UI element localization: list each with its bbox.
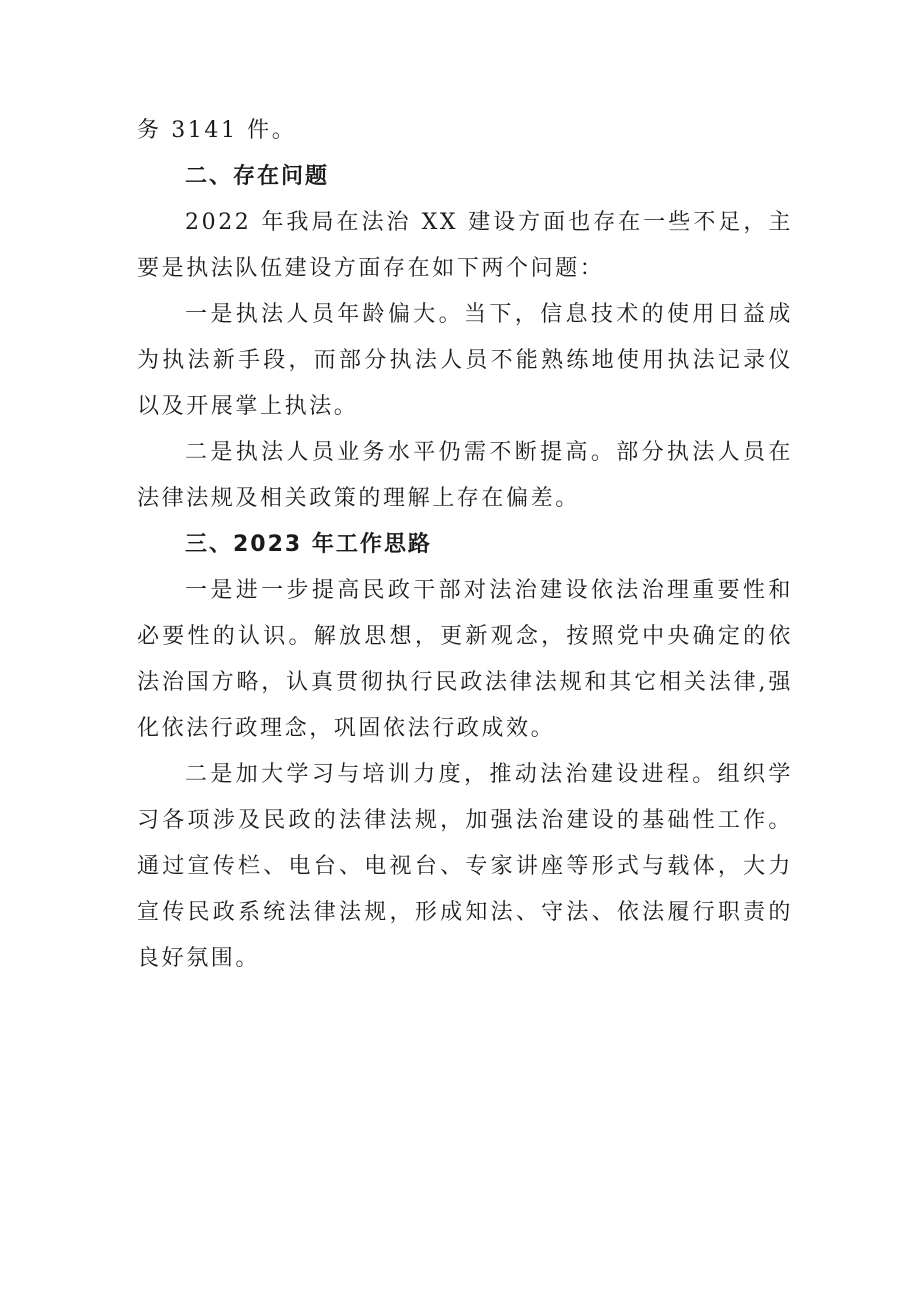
paragraph-continuation: 务 3141 件。 <box>137 118 297 143</box>
section-heading-problems: 二、存在问题 <box>185 164 330 189</box>
document-body <box>137 108 793 982</box>
paragraph-problem-two: 二是执法人员业务水平仍需不断提高。部分执法人员在法律法规及相关政策的理解上存在偏差。 <box>137 440 793 511</box>
paragraph-problems-intro: 2022 年我局在法治 XX 建设方面也存在一些不足，主要是执法队伍建设方面存在如下两个问题： <box>137 210 793 281</box>
section-heading-plan: 三、2023 年工作思路 <box>185 532 432 557</box>
paragraph-problem-one: 一是执法人员年龄偏大。当下，信息技术的使用日益成为执法新手段，而部分执法人员不能熟练地使用执法记录仪以及开展掌上执法。 <box>137 302 793 419</box>
paragraph-plan-one: 一是进一步提高民政干部对法治建设依法治理重要性和必要性的认识。解放思想，更新观念，按照党中央确定的依法治国方略，认真贯彻执行民政法律法规和其它相关法律,强化依法行政理念，巩固依法行政成效。 <box>137 578 793 741</box>
paragraph-plan-two: 二是加大学习与培训力度，推动法治建设进程。组织学习各项涉及民政的法律法规，加强法治建设的基础性工作。通过宣传栏、电台、电视台、专家讲座等形式与载体，大力宣传民政系统法律法规，形成知法、守法、依法履行职责的良好氛围。 <box>137 762 793 971</box>
